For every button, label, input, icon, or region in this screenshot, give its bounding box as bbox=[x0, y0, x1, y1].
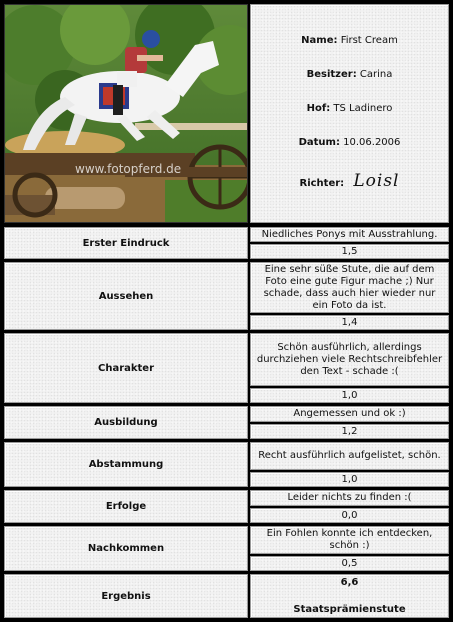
photo-watermark: www.fotopferd.de bbox=[75, 162, 182, 176]
category-label-first-impression: Erster Eindruck bbox=[4, 227, 248, 259]
score-first-impression: 1,5 bbox=[250, 244, 449, 259]
comment-appearance: Eine sehr süße Stute, die auf dem Foto eine gute Figur mache ;) Nur schade, dass auch hier wieder nur ein Foto da ist. bbox=[250, 262, 449, 313]
owner-row bbox=[307, 69, 393, 80]
date-value: 10.06.2006 bbox=[343, 136, 401, 148]
owner-label: Besitzer: bbox=[306, 68, 357, 80]
score-successes: 0,0 bbox=[250, 508, 449, 523]
category-label-pedigree: Abstammung bbox=[4, 442, 248, 487]
comment-character: Schön ausführlich, allerdings durchziehen viele Rechtschreibfehler den Text - schade :( bbox=[250, 333, 449, 386]
comment-offspring: Ein Fohlen konnte ich entdecken, schön :) bbox=[250, 526, 449, 554]
judge-label: Richter: bbox=[299, 177, 345, 189]
horse-info-panel bbox=[250, 4, 449, 223]
score-character: 1,0 bbox=[250, 388, 449, 403]
farm-value: TS Ladinero bbox=[333, 102, 393, 114]
result-title: Staatsprämienstute bbox=[293, 604, 406, 615]
farm-row bbox=[307, 103, 393, 114]
horse-photo bbox=[4, 4, 248, 223]
result-score: 6,6 bbox=[340, 577, 359, 588]
name-label: Name: bbox=[301, 34, 338, 46]
judge-signature: Loisl bbox=[353, 170, 400, 191]
category-label-successes: Erfolge bbox=[4, 490, 248, 523]
category-label-training: Ausbildung bbox=[4, 406, 248, 439]
comment-training: Angemessen und ok :) bbox=[250, 406, 449, 422]
score-training: 1,2 bbox=[250, 424, 449, 439]
date-label: Datum: bbox=[298, 136, 340, 148]
score-appearance: 1,4 bbox=[250, 315, 449, 330]
result-label: Ergebnis bbox=[4, 574, 248, 618]
name-value: First Cream bbox=[340, 34, 398, 46]
horse-jump-image bbox=[5, 5, 248, 223]
date-row bbox=[299, 137, 401, 148]
result-panel bbox=[250, 574, 449, 618]
owner-value: Carina bbox=[359, 68, 393, 80]
comment-successes: Leider nichts zu finden :( bbox=[250, 490, 449, 506]
category-label-character: Charakter bbox=[4, 333, 248, 403]
farm-label: Hof: bbox=[306, 102, 331, 114]
judge-row bbox=[300, 171, 400, 191]
score-offspring: 0,5 bbox=[250, 556, 449, 571]
category-label-offspring: Nachkommen bbox=[4, 526, 248, 571]
category-label-appearance: Aussehen bbox=[4, 262, 248, 330]
score-pedigree: 1,0 bbox=[250, 472, 449, 487]
comment-first-impression: Niedliches Ponys mit Ausstrahlung. bbox=[250, 227, 449, 242]
comment-pedigree: Recht ausführlich aufgelistet, schön. bbox=[250, 442, 449, 470]
name-row bbox=[301, 35, 398, 46]
